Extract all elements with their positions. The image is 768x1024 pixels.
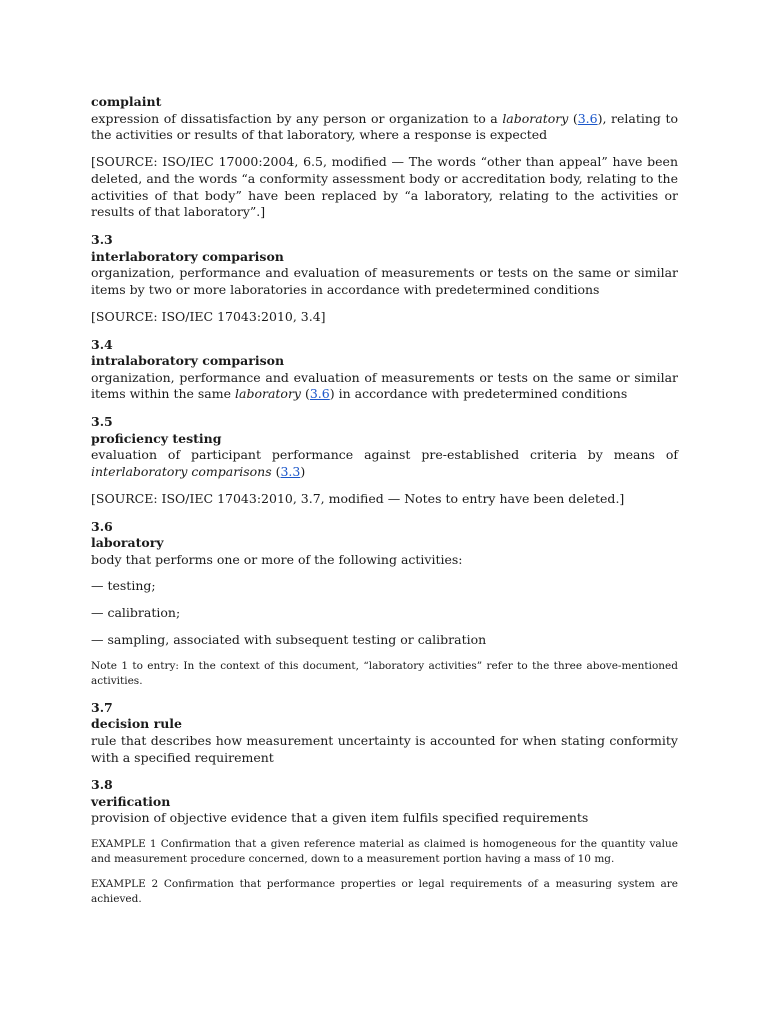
entry-3-5 <box>91 414 678 507</box>
term-number: 3.4 <box>91 336 113 352</box>
entry-3-6 <box>91 519 678 689</box>
definition-text: organization, performance and evaluation of measurements or tests on the same or similar items within the same <box>91 369 678 402</box>
term-title: interlaboratory comparison <box>91 248 284 264</box>
entry-3-3 <box>91 232 678 325</box>
definition-text: expression of dissatisfaction by any person or organization to a <box>91 110 503 126</box>
list-item: — testing; <box>91 578 156 594</box>
term-number: 3.3 <box>91 232 113 248</box>
term-definition: organization, performance and evaluation of measurements or tests on the same or similar items by two or more laboratories in accordance with predetermined conditions <box>91 265 678 298</box>
term-number: 3.7 <box>91 699 113 715</box>
term-definition: body that performs one or more of the following activities: <box>91 551 463 567</box>
document-content <box>91 94 678 918</box>
definition-term-emphasis: laboratory <box>235 386 301 402</box>
note-to-entry: Note 1 to entry: In the context of this document, “laboratory activities” refer to the three above-mentioned activities. <box>91 659 678 687</box>
term-number: 3.5 <box>91 414 113 430</box>
definition-paren-open: ( <box>271 464 281 480</box>
definition-paren-open: ( <box>568 110 578 126</box>
term-title: complaint <box>91 94 162 109</box>
definition-term-emphasis: laboratory <box>502 110 569 126</box>
definition-text: evaluation of participant performance against pre-established criteria by means of <box>91 447 678 463</box>
source-note: [SOURCE: ISO/IEC 17000:2004, 6.5, modified — The words “other than appeal” have been deleted, and the words “a conformity assessment body or accreditation body, relating to the activities of that body” have been replaced by “a laboratory, relating to the activities or results of that laboratory”.] <box>91 154 678 220</box>
term-definition: rule that describes how measurement uncertainty is accounted for when stating conformity with a specified requirement <box>91 732 678 765</box>
definition-text: ), relating to the activities or results of that laboratory, where a response is expected <box>91 110 678 143</box>
term-title: decision rule <box>91 716 182 732</box>
term-number: 3.6 <box>91 518 113 534</box>
cross-reference-link[interactable]: 3.6 <box>309 386 330 402</box>
term-number: 3.8 <box>91 777 113 793</box>
entry-3-4 <box>91 337 678 404</box>
term-title: proficiency testing <box>91 430 222 446</box>
term-definition <box>91 111 678 145</box>
definition-text: ) <box>300 464 306 480</box>
list-item: — sampling, associated with subsequent testing or calibration <box>91 632 487 648</box>
term-title: verification <box>91 793 171 809</box>
entry-complaint <box>91 94 678 221</box>
source-note: [SOURCE: ISO/IEC 17043:2010, 3.4] <box>91 308 326 324</box>
example-1: EXAMPLE 1 Confirmation that a given reference material as claimed is homogeneous for the quantity value and measurement procedure concerned, down to a measurement portion having a mass of 10 mg. <box>91 838 678 866</box>
term-definition <box>91 370 678 404</box>
term-definition <box>91 447 678 481</box>
cross-reference-link[interactable]: 3.6 <box>577 110 598 126</box>
definition-term-emphasis: interlaboratory comparisons <box>91 464 272 480</box>
source-note: [SOURCE: ISO/IEC 17043:2010, 3.7, modified — Notes to entry have been deleted.] <box>91 490 625 506</box>
cross-reference-link[interactable]: 3.3 <box>280 464 301 480</box>
definition-paren-open: ( <box>301 386 310 402</box>
term-title: intralaboratory comparison <box>91 353 285 369</box>
term-definition: provision of objective evidence that a given item fulfils specified requirements <box>91 810 589 826</box>
entry-3-8 <box>91 777 678 907</box>
list-item: — calibration; <box>91 605 181 621</box>
entry-3-7 <box>91 700 678 767</box>
term-title: laboratory <box>91 535 164 551</box>
example-2: EXAMPLE 2 Confirmation that performance properties or legal requirements of a measuring system are achieved. <box>91 878 678 906</box>
definition-text: ) in accordance with predetermined conditions <box>329 386 628 402</box>
